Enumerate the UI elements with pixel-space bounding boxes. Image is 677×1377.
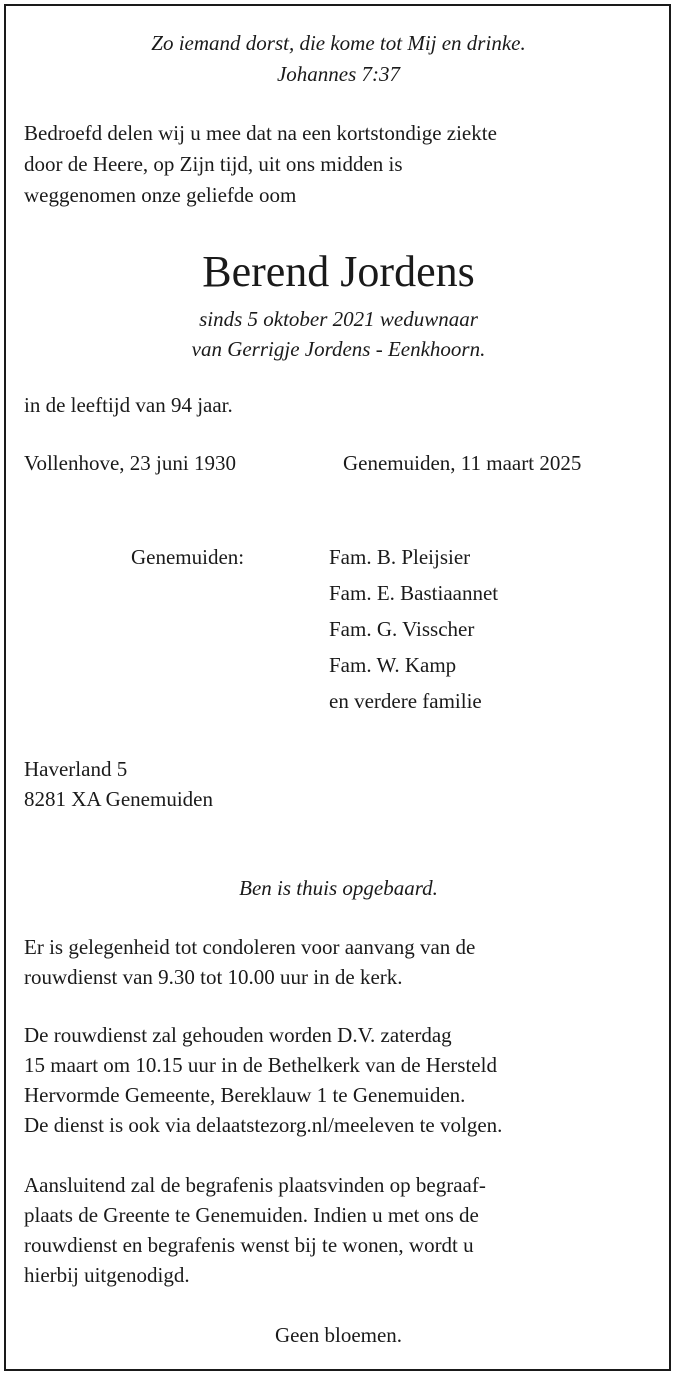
age-line: in de leeftijd van 94 jaar. [24, 393, 233, 417]
family-member: Fam. W. Kamp [329, 653, 457, 677]
laid-out-notice: Ben is thuis opgebaard. [239, 876, 438, 900]
family-place: Genemuiden: [131, 545, 245, 569]
condolence-line: Er is gelegenheid tot condoleren voor aanvang van de [24, 935, 476, 959]
intro-line: weggenomen onze geliefde oom [24, 183, 297, 207]
address-street: Haverland 5 [24, 757, 128, 781]
spouse-line: van Gerrigje Jordens - Eenkhoorn. [191, 337, 486, 361]
family-member: Fam. B. Pleijsier [329, 545, 471, 569]
bible-verse: Zo iemand dorst, die kome tot Mij en drinke. [151, 31, 526, 55]
burial-line: plaats de Greente te Genemuiden. Indien u met ons de [24, 1203, 479, 1227]
service-line: 15 maart om 10.15 uur in de Bethelkerk van de Hersteld [24, 1053, 497, 1077]
burial-line: Aansluitend zal de begrafenis plaatsvinden op begraaf- [24, 1173, 486, 1197]
family-member: en verdere familie [329, 689, 482, 713]
no-flowers-notice: Geen bloemen. [274, 1323, 403, 1347]
deceased-name: Berend Jordens [202, 247, 475, 296]
widower-line: sinds 5 oktober 2021 weduwnaar [199, 307, 478, 331]
family-member: Fam. G. Visscher [329, 617, 475, 641]
intro-line: Bedroefd delen wij u mee dat na een kortstondige ziekte [24, 121, 497, 145]
family-member: Fam. E. Bastiaannet [329, 581, 499, 605]
service-line: De rouwdienst zal gehouden worden D.V. zaterdag [24, 1023, 452, 1047]
birth-place-date: Vollenhove, 23 juni 1930 [24, 451, 236, 475]
death-place-date: Genemuiden, 11 maart 2025 [343, 451, 582, 475]
burial-line: hierbij uitgenodigd. [24, 1263, 190, 1287]
address-city: 8281 XA Genemuiden [24, 787, 213, 811]
service-line: De dienst is ook via delaatstezorg.nl/meeleven te volgen. [24, 1113, 503, 1137]
service-line: Hervormde Gemeente, Bereklauw 1 te Genemuiden. [24, 1083, 466, 1107]
intro-line: door de Heere, op Zijn tijd, uit ons midden is [24, 152, 403, 176]
burial-line: rouwdienst en begrafenis wenst bij te wonen, wordt u [24, 1233, 474, 1257]
bible-reference: Johannes 7:37 [276, 62, 401, 86]
condolence-line: rouwdienst van 9.30 tot 10.00 uur in de kerk. [24, 965, 403, 989]
